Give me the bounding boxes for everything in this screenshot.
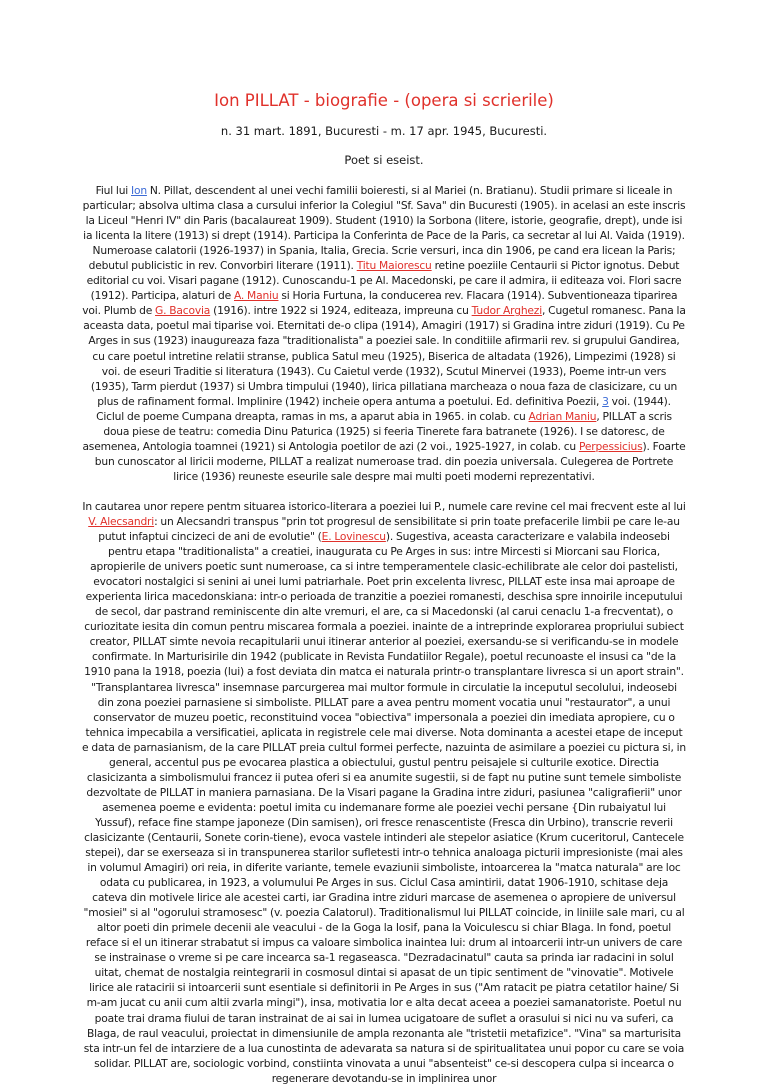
link-g-bacovia[interactable]: G. Bacovia	[155, 304, 211, 318]
text-run: In cautarea unor repere pentm situarea istorico-literara a poeziei lui P., numele care revine cel mai frecvent este al lui	[82, 499, 686, 513]
link-perpessicius[interactable]: Perpessicius	[578, 439, 643, 453]
text-run: ). Sugestiva, aceasta caracterizare e valabila indeosebi pentru etapa "traditionalista" a creatiei, inaugurata cu Pe Arges in sus: intre Mircesti si Miorcani sau Florica, apropierile de univers poetic sunt numeroase, ca si intre temperamentele clasic-echilibrate ale celor doi pastelisti, evocatori nostalgici si senini ai unei lumi patriarhale. Poet prin excelenta livresc, PILLAT este insa mai aproape de experienta lirica macedonskiana: intr-o perioada de tranzitie a poeziei romanesti, deschisa spre innoirile inceputului de secol, dar pastrand reminiscente din alte vremuri, el are, ca si Macedonski (al carui cenaclu 1-a frecventat), o curiozitate iesita din comun pentru miscarea formala a poeziei. inainte de a intreprinde explorarea propriului subiect creator, PILLAT simte nevoia recapitularii unui itinerar anterior al poeziei, exersandu-se si verificandu-se in modele confirmate. In Marturisirile din 1942 (publicate in Revista Fundatiilor Regale), poetul recunoaste el insusi ca "de la 1910 pana la 1918, poezia (lui) a fost deviata din matca ei naturala printr-o transplantare livresca si un aport strain". "Transplantarea livresca" insemnase parcurgerea mai multor formule in circulatie la inceputul secolului, indeosebi din zona poeziei parnasiene si simboliste. PILLAT pare a avea pentru moment vocatia unui "restaurator", a unui conservator de muzeu poetic, reconstituind vocea "obiectiva" impersonala a poeziei din imediata apropiere, cu o tehnica impecabila a versificatiei, aplicata in registrele cele mai diverse. Nota dominanta a acestei etape de inceput e data de parnasianism, de la care PILLAT preia cultul formei perfecte, nazuinta de asimilare a poeziei cu pictura si, in general, accentul pus pe evocarea plastica a obiectului, gustul pentru peisajele si culturile exotice. Directia clasicizanta a simbolismului francez ii putea oferi si ea anumite sugestii, si de fapt nu putine sunt temele simboliste dezvoltate de PILLAT in maniera parnasiana. De la Visari pagane la Gradina intre ziduri, pasiunea "caligrafierii" unor asemenea poeme e evidenta: poetul imita cu indemanare forme ale poeziei vechi persane {Din rubaiyatul lui Yussuf), reface fine stampe japoneze (Din samisen), ori fresce renascentiste (Fresca din Urbino), transcrie reverii clasicizante (Centaurii, Sonete corin-tiene), evoca vastele intinderi ale stepelor asiatice (Krum cuceritorul, Cantecele stepei), dar se exerseaza si in transpunerea starilor sufletesti intr-o tehnica analoaga picturii impresioniste (mai ales in volumul Amagiri) ori reia, in diferite variante, temele evaziunii simboliste, intoarcerea la "matca naturala" are loc odata cu publicarea, in 1923, a volumului Pe Arges in sus. Ciclul Casa amintirii, datat 1906-1910, schitase deja cateva din motivele lirice ale acestei carti, iar Gradina intre ziduri marcase de asemenea o apropiere de universul "mosiei" si al "ogorului stramosesc" (v. poezia Calatorul). Traditionalismul lui PILLAT coincide, in liniile sale mari, cu al altor poeti din primele decenii ale veacului - de la Goga la Iosif, pana la Voiculescu si chiar Blaga. In fond, poetul reface si el un itinerar strabatut si impus ca valoare simbolica inaintea lui: drum al intoarcerii intr-un univers de care se instrainase o vreme si pe care incearca sa-1 regaseasca. "Dezradacinatul" cauta sa prinda iar radacini in solul uitat, chemat de nostalgia reintegrarii in cosmosul dintai si apasat de un tipic sentiment de "vinovatie". Motivele lirice ale ratacirii si intoarcerii sunt esentiale si definitorii in Pe Arges in sus ("Am ratacit pe piatra cetatilor haine/ Si m-am jucat cu anii cum altii zvarla mingi"), insa, motivatia lor e alta decat aceea a poeziei samanatoriste. Poetul nu poate trai drama fiului de taran instrainat de ai sai in lumea ucigatoare de suflet a orasului si nici nu va suferi, ca Blaga, de raul veacului, proiectat in dimensiunile de ampla rezonanta ale "tristetii metafizice". "Vina" sa marturisita sta intr-un fel de intarziere de a lua cunostinta de adevarata sa natura si de spiritualitatea unui popor cu care se voia solidar. PILLAT are, sociologic vorbind, constiinta vinovata a unui "absenteist" ce-si descopera culpa si incearca o regenerare devotandu-se in implinirea unor	[82, 530, 686, 1085]
text-run: si Horia Furtuna, la conducerea rev. Flacara (1914). Subventioneaza tiparirea voi. Plumb de	[82, 289, 678, 318]
life-dates: n. 31 mart. 1891, Bucuresti - m. 17 apr. 1945, Bucuresti.	[220, 124, 548, 138]
text-run: Fiul lui	[95, 184, 131, 197]
page-title: Ion PILLAT - biografie - (opera si scrierile)	[214, 91, 554, 110]
link-a-maniu[interactable]: A. Maniu	[233, 289, 279, 303]
text-run: (1916). intre 1922 si 1924, editeaza, impreuna cu	[210, 304, 472, 318]
link-ion[interactable]: Ion	[131, 184, 147, 197]
link-titu-maiorescu[interactable]: Titu Maiorescu	[356, 259, 432, 273]
text-run: , Cugetul romanesc. Pana la aceasta data, poetul mai tiparise voi. Eternitati de-o clipa (1914), Amagiri (1917) si Gradina intre ziduri (1919). Cu Pe Arges in sus (1923) inaugureaza faza "traditionalista" a poeziei sale. In conditiile afirmarii rev. si grupului Gandirea, cu care poetul intretine relatii stranse, publica Satul meu (1925), Biserica de altadata (1926), Limpezimi (1928) si voi. de eseuri Traditie si literatura (1943). Cu Caietul verde (1932), Scutul Minervei (1933), Poeme intr-un vers (1935), Tarm pierdut (1937) si Umbra timpului (1940), lirica pillatiana marcheaza o noua faza de clasicizare, cu un plus de rafinament formal. Implinire (1942) incheie opera antuma a poetului. Ed. definitiva Poezii,	[83, 304, 686, 408]
text-run: ). Foarte bun cunoscator al liricii moderne, PILLAT a realizat numeroase trad. din poezia universala. Culegerea de Portrete lirice (1936) reuneste eseurile sale despre mai multi poeti moderni reprezentativi.	[94, 439, 686, 483]
link-v-alecsandri[interactable]: V. Alecsandri	[88, 514, 155, 528]
biography-paragraph	[82, 183, 686, 484]
link-e-lovinescu[interactable]: E. Lovinescu	[321, 530, 386, 544]
link-adrian-maniu[interactable]: Adrian Maniu	[528, 409, 597, 423]
analysis-paragraph	[82, 499, 686, 1086]
link-tudor-arghezi[interactable]: Tudor Arghezi	[471, 304, 543, 318]
text-run: retine poeziile Centaurii si Pictor ignotus. Debut editorial cu voi. Visari pagane (1912). Cunoscandu-1 pe Al. Macedonski, pe care il admira, ii editeaza voi. Flori sacre (1912). Participa, alaturi de	[86, 259, 682, 303]
text-run: : un Alecsandri transpus "prin tot progresul de sensibilitate si prin toate prefacerile limbii pe care le-au putut infaptui cincizeci de ani de evolutie" (	[98, 514, 680, 544]
text-run: voi. (1944). Ciclul de poeme Cumpana dreapta, ramas in ms, a aparut abia in 1965. in colab. cu	[96, 394, 671, 423]
text-run: N. Pillat, descendent al unei vechi familii boieresti, si al Mariei (n. Bratianu). Studii primare si liceale in particular; absolva ultima clasa a cursului inferior la Colegiul "Sf. Sava" din Bucuresti (1905). in acelasi an este inscris la Liceul "Henri IV" din Paris (bacalaureat 1909). Student (1910) la Sorbona (litere, istorie, geografie, drept), unde isi ia licenta la litere (1913) si drept (1914). Participa la Conferinta de Pace de la Paris, ca secretar al lui Al. Vaida (1919). Numeroase calatorii (1926-1937) in Spania, Italia, Grecia. Scrie versuri, inca din 1906, pe cand era licean la Paris; debutul publicistic in rev. Convorbiri literare (1911).	[82, 184, 686, 273]
text-run: , PILLAT a scris doua piese de teatru: comedia Dinu Paturica (1925) si feeria Tinerete fara batranete (1926). I se datoresc, de asemenea, Antologia toamnei (1921) si Antologia poetilor de azi (2 voi., 1925-1927, in colab. cu	[82, 409, 672, 453]
link-3[interactable]: 3	[602, 394, 609, 408]
author-role: Poet si eseist.	[344, 153, 424, 167]
